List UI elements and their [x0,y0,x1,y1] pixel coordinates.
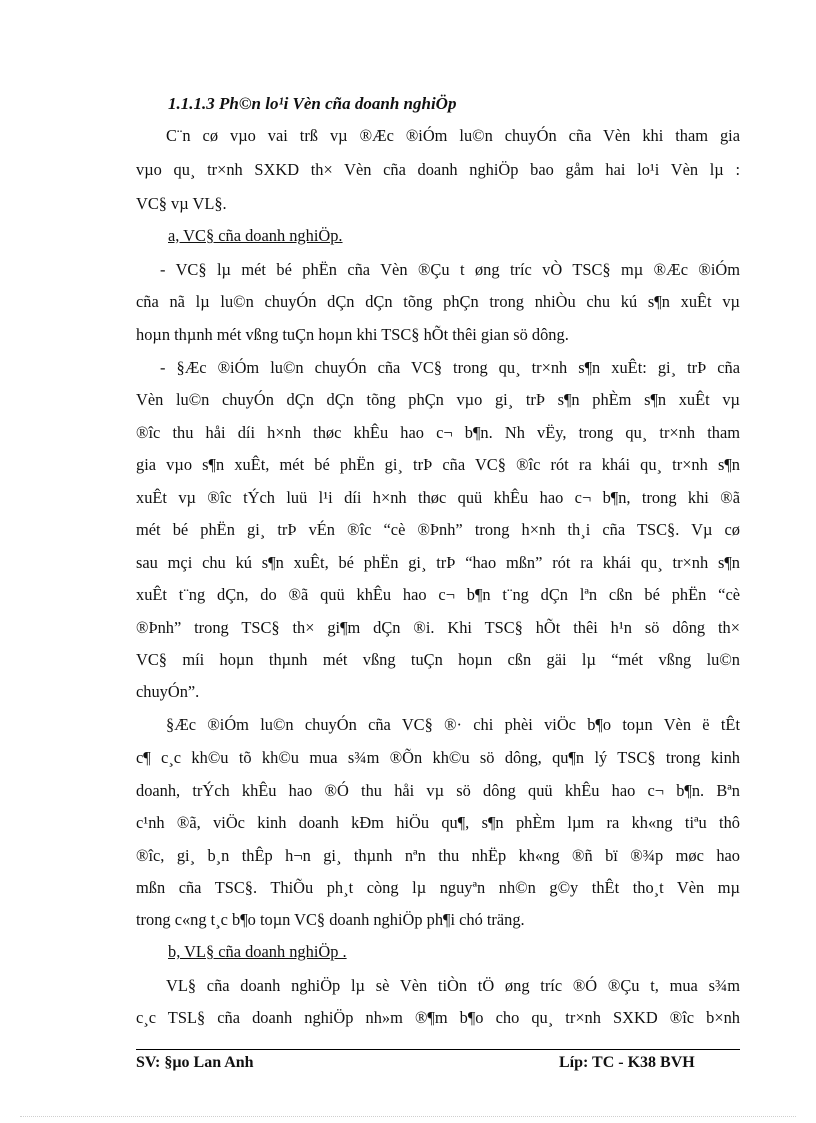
paragraph-line: mét bé phËn gi¸ trÞ vÉn ®îc “cè ®Þnh” trong h×nh th¸i cña TSC§. Vµ cø [136,520,740,539]
paragraph-line: C¨n cø vµo vai trß vµ ®Æc ®iÓm lu©n chuyÓn cña Vèn khi tham gia [166,126,740,145]
paragraph-line: ®Þnh” trong TSC§ th× gi¶m dÇn ®i. Khi TSC§ hÕt thêi h¹n sö dông th× [136,618,740,637]
paragraph-line: vµo qu¸ tr×nh SXKD th× Vèn cña doanh nghiÖp bao gåm hai lo¹i Vèn lµ : [136,160,740,179]
footer-student: SV: §µo Lan Anh [136,1054,254,1071]
footer-rule [136,1049,740,1050]
paragraph-line: - §Æc ®iÓm lu©n chuyÓn cña VC§ trong qu¸ tr×nh s¶n xuÊt: gi¸ trÞ cña [160,358,740,377]
paragraph-line: c¶ c¸c kh©u tõ kh©u mua s¾m ®Õn kh©u sö dông, qu¶n lý TSC§ trong kinh [136,748,740,767]
paragraph-line: VL§ cña doanh nghiÖp lµ sè Vèn tiÒn tÖ øng tríc ®Ó ®Çu t, mua s¾m [166,976,740,995]
paragraph-line: hoµn thµnh mét vßng tuÇn hoµn khi TSC§ hÕt thêi gian sö dông. [136,325,569,344]
footer-class: Líp: TC - K38 BVH [559,1054,695,1071]
page-break-divider [20,1116,796,1117]
paragraph-line: sau mçi chu kú s¶n xuÊt, bé phËn gi¸ trÞ “hao mßn” rót ra khái qu¸ tr×nh s¶n [136,553,740,572]
paragraph-line: cña nã lµ lu©n chuyÓn dÇn dÇn tõng phÇn trong nhiÒu chu kú s¶n xuÊt vµ [136,292,740,311]
paragraph-line: ®îc, gi¸ b¸n thÊp h¬n gi¸ thµnh nªn thu nhËp kh«ng ®ñ bï ®¾p møc hao [136,846,740,865]
paragraph-line: xuÊt t¨ng dÇn, do ®ã quü khÊu hao c¬ b¶n t¨ng dÇn lªn cßn bé phËn “cè [136,585,740,604]
paragraph-line: chuyÓn”. [136,682,200,701]
paragraph-line: mßn cña TSC§. ThiÕu ph¸t còng lµ nguyªn nh©n g©y thÊt tho¸t Vèn mµ [136,878,740,897]
paragraph-line: gia vµo s¶n xuÊt, mét bé phËn gi¸ trÞ cña VC§ ®îc rót ra khái qu¸ tr×nh s¶n [136,455,740,474]
paragraph-line: §Æc ®iÓm lu©n chuyÓn cña VC§ ®· chi phèi viÖc b¶o toµn Vèn ë tÊt [166,715,740,734]
subheading-a: a, VC§ cña doanh nghiÖp. [168,226,343,245]
subheading-b: b, VL§ cña doanh nghiÖp . [168,942,347,961]
paragraph-line: doanh, trÝch khÊu hao ®Ó thu håi vµ sö dông quü khÊu hao c¬ b¶n. Bªn [136,781,740,800]
paragraph-line: xuÊt vµ ®îc tÝch luü l¹i díi h×nh thøc quü khÊu hao c¬ b¶n, trong khi ®ã [136,488,740,507]
section-heading: 1.1.1.3 Ph©n lo¹i Vèn cña doanh nghiÖp [168,94,457,113]
paragraph-line: c¸c TSL§ cña doanh nghiÖp nh»m ®¶m b¶o cho qu¸ tr×nh SXKD ®îc b×nh [136,1008,740,1027]
paragraph-line: ®îc thu håi díi h×nh thøc khÊu hao c¬ b¶n. Nh vËy, trong qu¸ tr×nh tham [136,423,740,442]
paragraph-line: - VC§ lµ mét bé phËn cña Vèn ®Çu t øng tríc vÒ TSC§ mµ ®Æc ®iÓm [160,260,740,279]
paragraph-line: trong c«ng t¸c b¶o toµn VC§ doanh nghiÖp ph¶i chó träng. [136,910,525,929]
paragraph-line: VC§ míi hoµn thµnh mét vßng tuÇn hoµn cßn gäi lµ “mét vßng lu©n [136,650,740,669]
paragraph-line: Vèn lu©n chuyÓn dÇn dÇn tõng phÇn vµo gi¸ trÞ s¶n phÈm s¶n xuÊt vµ [136,390,740,409]
paragraph-line: VC§ vµ VL§. [136,194,227,213]
paragraph-line: c¹nh ®ã, viÖc kinh doanh kÐm hiÖu qu¶, s¶n phÈm lµm ra kh«ng tiªu thô [136,813,740,832]
